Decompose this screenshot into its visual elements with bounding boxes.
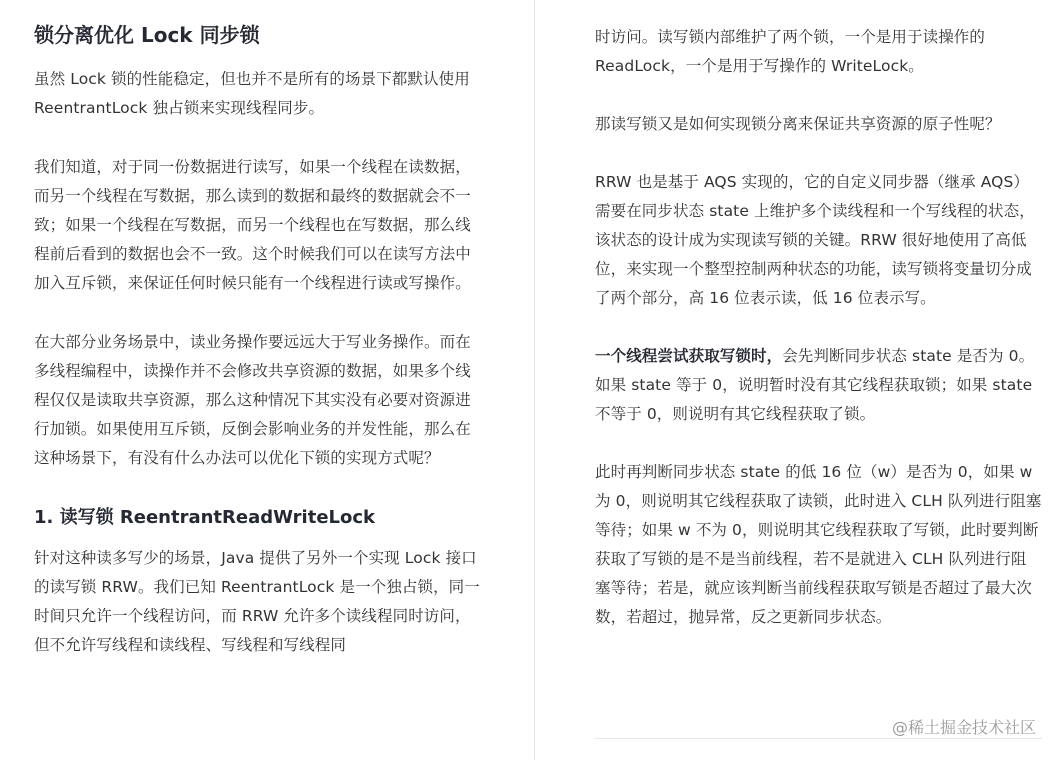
paragraph: RRW 也是基于 AQS 实现的，它的自定义同步器（继承 AQS）需要在同步状态 state 上维护多个读线程和一个写线程的状态，该状态的设计成为实现读写锁的关键。RRW 很好地使用了高低位，来实现一个整型控制两种状态的功能，读写锁将变量切分成了两个部分，高 16 位表示读，低 16 位表示写。	[595, 173, 1035, 307]
paragraph: 针对这种读多写少的场景，Java 提供了另外一个实现 Lock 接口的读写锁 RRW。我们已知 ReentrantLock 是一个独占锁，同一时间只允许一个线程访问，而 RRW 允许多个读线程同时访问，但不允许写线程和读线程、写线程和写线程同	[34, 549, 480, 654]
paragraph: 那读写锁又是如何实现锁分离来保证共享资源的原子性呢？	[595, 115, 1001, 133]
paragraph: 我们知道，对于同一份数据进行读写，如果一个线程在读数据，而另一个线程在写数据，那么读到的数据和最终的数据就会不一致；如果一个线程在写数据，而另一个线程也在写数据，那么线程前后看到的数据也会不一致。这个时候我们可以在读写方法中加入互斥锁，来保证任何时候只能有一个线程进行读或写操作。	[34, 158, 471, 292]
right-column	[536, 0, 1056, 760]
subsection-heading: 1. 读写锁 ReentrantReadWriteLock	[34, 507, 376, 528]
paragraph: 虽然 Lock 锁的性能稳定，但也并不是所有的场景下都默认使用 ReentrantLock 独占锁来实现线程同步。	[34, 70, 470, 117]
paragraph	[595, 342, 1042, 429]
paragraph: 在大部分业务场景中，读业务操作要远远大于写业务操作。而在多线程编程中，读操作并不会修改共享资源的数据，如果多个线程仅仅是读取共享资源，那么这种情况下其实没有必要对资源进行加锁。如果使用互斥锁，反倒会影响业务的并发性能，那么在这种场景下，有没有什么办法可以优化下锁的实现方式呢？	[34, 333, 471, 467]
column-divider	[534, 0, 535, 760]
bold-lead-text: 一个线程尝试获取写锁时，	[595, 347, 783, 365]
paragraph: 此时再判断同步状态 state 的低 16 位（w）是否为 0，如果 w 为 0，则说明其它线程获取了读锁，此时进入 CLH 队列进行阻塞等待；如果 w 不为 0，则说明其它线程获取了写锁，此时要判断获取了写锁的是不是当前线程，若不是就进入 CLH 队列进行阻塞等待；若是，就应该判断当前线程获取写锁是否超过了最大次数，若超过，抛异常，反之更新同步状态。	[595, 463, 1042, 626]
paragraph-text: 会先判断同步状态 state 是否为 0。如果 state 等于 0，说明暂时没有其它线程获取锁；如果 state 不等于 0，则说明有其它线程获取了锁。	[595, 347, 1035, 423]
paragraph: 时访问。读写锁内部维护了两个锁，一个是用于读操作的 ReadLock，一个是用于写操作的 WriteLock。	[595, 28, 986, 75]
watermark: @稀土掘金技术社区	[891, 718, 1036, 737]
section-heading: 锁分离优化 Lock 同步锁	[34, 23, 260, 47]
